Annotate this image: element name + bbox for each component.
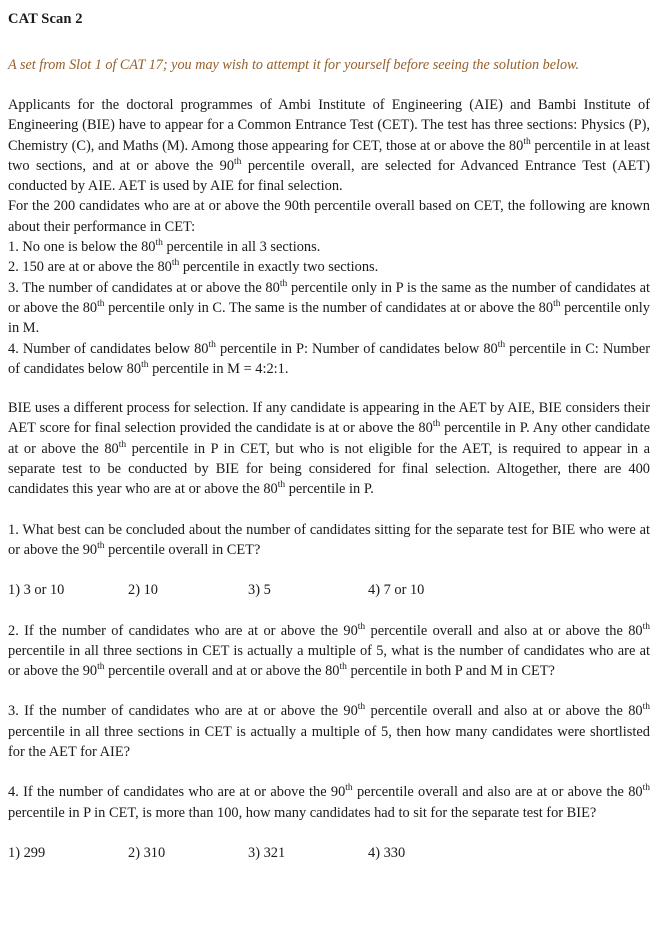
question-4-part-2: percentile overall and also are at or above the 80: [352, 784, 643, 801]
superscript-th: th: [357, 621, 366, 632]
superscript-th: th: [97, 541, 105, 552]
superscript-th: th: [345, 783, 353, 794]
question-2-part-3: percentile in all three sections in CET is actually a multiple of 5, what is the number of candidates who are at or above the 90: [8, 642, 650, 680]
question-2-part-4: percentile overall and at or above the 80: [104, 663, 340, 680]
bie-text-part-3: percentile in P in CET, but who is not eligible for the AET, is required to appear in a separate test to be conducted by BIE for being considered for final selection. Altogether, there are 400 candidates this year who are at or above the 80: [8, 440, 650, 498]
intro-text-part-3: percentile overall, are selected for Advanced Entrance Test (AET) conducted by AIE. AET is used by AIE for final selection.: [8, 157, 650, 195]
question-2-part-1: 2. If the number of candidates who are at or above the 90: [8, 622, 358, 639]
fact-4-part-1: 4. Number of candidates below 80: [8, 340, 209, 357]
fact-3-part-4: percentile only in M.: [8, 299, 650, 337]
question-2-part-5: percentile in both P and M in CET?: [346, 663, 555, 680]
superscript-th: th: [497, 339, 506, 350]
superscript-th: th: [118, 439, 127, 450]
option-1[interactable]: 1) 3 or 10: [8, 582, 65, 599]
superscript-th: th: [141, 360, 149, 371]
fact-4-part-4: percentile in M = 4:2:1.: [148, 360, 289, 377]
option-2[interactable]: 2) 10: [128, 582, 158, 599]
question-4: [8, 782, 650, 823]
intro-text-part-2: percentile in at least two sections, and at or above the 90: [8, 137, 650, 174]
superscript-th: th: [357, 702, 366, 713]
superscript-th: th: [523, 136, 531, 147]
question-3-part-2: percentile overall and also at or above the 80: [365, 703, 643, 720]
question-2-part-2: percentile overall and also at or above the 80: [365, 622, 643, 639]
bie-paragraph: [8, 398, 650, 499]
fact-1-part-2: percentile in all 3 sections.: [162, 239, 321, 256]
fact-2-part-1: 2. 150 are at or above the 80: [8, 259, 172, 276]
fact-item-4: [8, 339, 650, 380]
fact-3-part-3: percentile only in C. The same is the number of candidates at or above the 80: [104, 299, 554, 316]
question-3: [8, 701, 650, 762]
superscript-th: th: [277, 480, 286, 491]
superscript-th: th: [279, 278, 288, 289]
fact-item-3: [8, 278, 650, 339]
superscript-th: th: [642, 621, 650, 632]
superscript-th: th: [234, 157, 242, 168]
option-4[interactable]: 4) 330: [368, 844, 406, 861]
superscript-th: th: [97, 662, 105, 673]
facts-lead-paragraph: For the 200 candidates who are at or above the 90th percentile overall based on CET, the following are known about their performance in CET:: [8, 198, 650, 235]
option-4[interactable]: 4) 7 or 10: [368, 582, 425, 599]
superscript-th: th: [155, 238, 163, 249]
question-4-options: [8, 843, 650, 863]
option-3[interactable]: 3) 5: [248, 582, 271, 599]
question-3-part-1: 3. If the number of candidates who are at or above the 90: [8, 703, 358, 720]
question-2: [8, 621, 650, 682]
fact-2-part-2: percentile in exactly two sections.: [179, 259, 379, 276]
fact-4-part-2: percentile in P: Number of candidates below 80: [215, 340, 498, 357]
question-3-part-3: percentile in all three sections in CET is actually a multiple of 5, then how many candidates were shortlisted for the AET for AIE?: [8, 723, 650, 761]
bie-text-part-1: BIE uses a different process for selection. If any candidate is appearing in the AET by AIE, BIE considers their AET score for final selection provided the candidate is at or above the 80: [8, 400, 650, 437]
superscript-th: th: [171, 258, 180, 269]
bie-text-part-2: percentile in P. Any other candidate at or above the 80: [8, 420, 651, 457]
intro-paragraph: [8, 95, 650, 196]
intro-text-part-1: Applicants for the doctoral programmes of Ambi Institute of Engineering (AIE) and Bambi Institute of Engineering (BIE) have to appear for a Common Entrance Test (CET). The test has three sections: Physics (P), Chemistry (C), and Maths (M). Among those appearing for CET, those at or above the 80: [8, 97, 650, 154]
fact-3-part-2: percentile only in P is the same as the number of candidates at or above the 80: [8, 279, 651, 316]
superscript-th: th: [642, 783, 650, 794]
question-4-part-3: percentile in P in CET, is more than 100, how many candidates had to sit for the separate test for BIE?: [8, 804, 597, 821]
fact-item-2: [8, 257, 650, 277]
option-2[interactable]: 2) 310: [128, 844, 166, 861]
bie-text-part-4: percentile in P.: [285, 481, 374, 498]
superscript-th: th: [642, 702, 650, 713]
question-1-part-1: 1. What best can be concluded about the number of candidates sitting for the separate test for BIE who were at or above the 90: [8, 521, 650, 558]
page-title: CAT Scan 2: [8, 11, 83, 27]
question-4-part-1: 4. If the number of candidates who are at or above the 90: [8, 784, 346, 801]
fact-item-1: [8, 237, 650, 257]
superscript-th: th: [553, 299, 561, 310]
document-subtitle: A set from Slot 1 of CAT 17; you may wish to attempt it for yourself before seeing the solution below.: [8, 57, 580, 73]
fact-1-part-1: 1. No one is below the 80: [8, 239, 156, 256]
fact-4-part-3: percentile in C: Number of candidates below 80: [8, 340, 651, 377]
fact-3-part-1: 3. The number of candidates at or above the 80: [8, 279, 280, 296]
superscript-th: th: [208, 339, 216, 350]
option-1[interactable]: 1) 299: [8, 844, 46, 861]
question-1-options: [8, 580, 650, 600]
question-1: [8, 520, 650, 561]
superscript-th: th: [339, 662, 347, 673]
superscript-th: th: [97, 299, 105, 310]
option-3[interactable]: 3) 321: [248, 844, 286, 861]
superscript-th: th: [432, 419, 441, 430]
question-1-part-2: percentile overall in CET?: [104, 541, 261, 558]
